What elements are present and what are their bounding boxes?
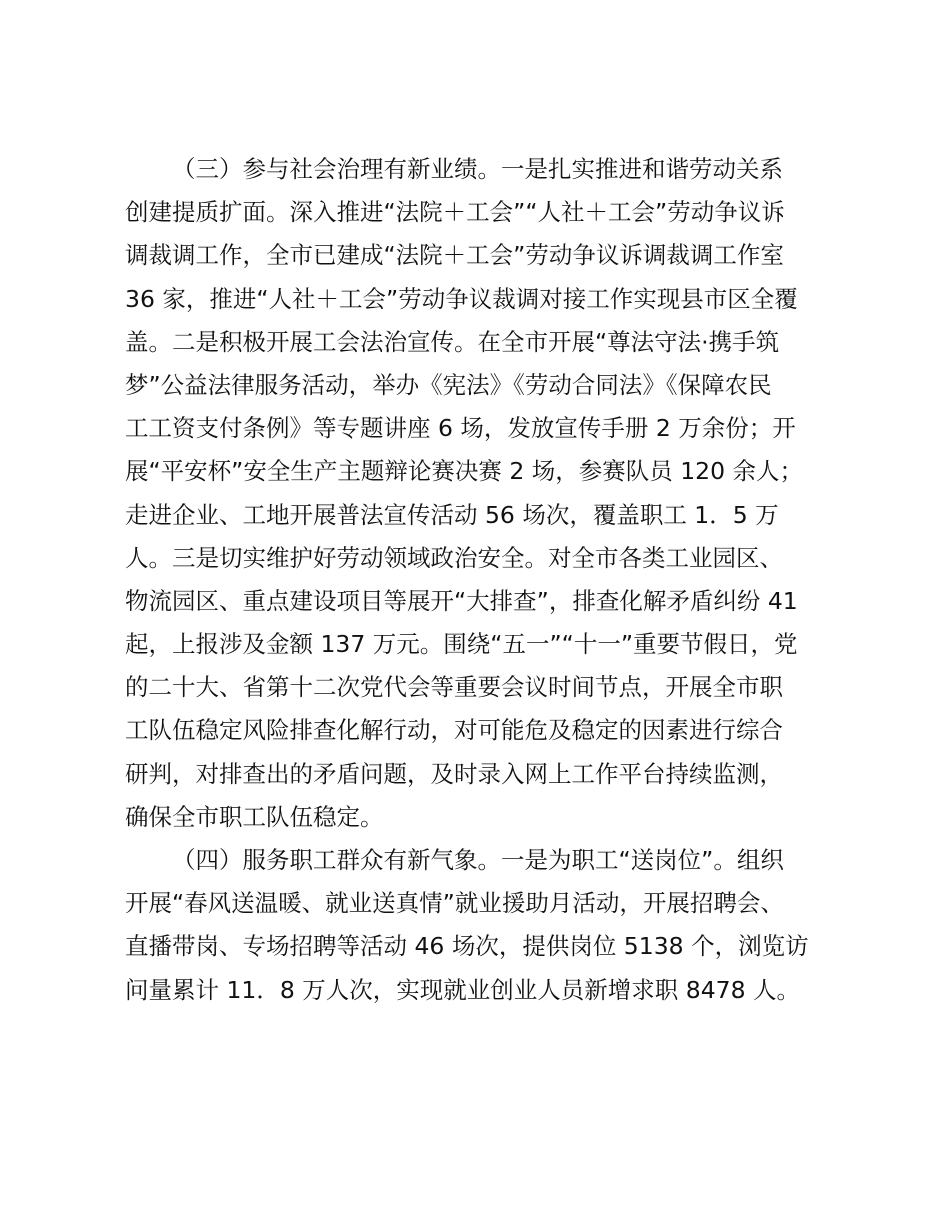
- text-line: 工工资支付条例》等专题讲座 6 场，发放宣传手册 2 万余份；开: [125, 414, 796, 443]
- text-line: 直播带岗、专场招聘等活动 46 场次，提供岗位 5138 个，浏览访: [125, 932, 809, 961]
- text-line: 物流园区、重点建设项目等展开“大排查”，排查化解矛盾纠纷 41: [125, 586, 798, 615]
- text-line: 人。三是切实维护好劳动领域政治安全。对全市各类工业园区、: [125, 543, 783, 572]
- text-line: 确保全市职工队伍稳定。: [125, 802, 384, 831]
- text-line: （四）服务职工群众有新气象。一是为职工“送岗位”。组织: [172, 846, 784, 874]
- text-line: 问量累计 11．8 万人次，实现就业创业人员新增求职 8478 人。: [125, 975, 801, 1004]
- text-line: 展“平安杯”安全生产主题辩论赛决赛 2 场，参赛队员 120 余人；: [125, 457, 804, 486]
- text-line: 创建提质扩面。深入推进“法院＋工会”“人社＋工会”劳动争议诉: [125, 198, 785, 227]
- text-line: 梦”公益法律服务活动，举办《宪法》《劳动合同法》《保障农民: [125, 370, 772, 399]
- text-line: 起，上报涉及金额 137 万元。围绕“五一”“十一”重要节假日，党: [125, 630, 798, 659]
- paragraph-social-governance: [125, 148, 835, 839]
- text-line: （三）参与社会治理有新业绩。一是扎实推进和谐劳动关系: [172, 155, 783, 183]
- text-line: 调裁调工作，全市已建成“法院＋工会”劳动争议诉调裁调工作室: [125, 241, 784, 270]
- text-line: 开展“春风送温暖、就业送真情”就业援助月活动，开展招聘会、: [125, 889, 784, 918]
- paragraph-serving-workers: [125, 839, 835, 1012]
- text-line: 工队伍稳定风险排查化解行动，对可能危及稳定的因素进行综合: [125, 716, 783, 745]
- text-line: 盖。二是积极开展工会法治宣传。在全市开展“尊法守法·携手筑: [125, 327, 780, 356]
- document-body: [125, 148, 835, 1012]
- text-line: 的二十大、省第十二次党代会等重要会议时间节点，开展全市职: [125, 673, 783, 702]
- text-line: 走进企业、工地开展普法宣传活动 56 场次，覆盖职工 1．5 万: [125, 500, 779, 529]
- text-line: 研判，对排查出的矛盾问题，及时录入网上工作平台持续监测，: [125, 759, 783, 788]
- text-line: 36 家，推进“人社＋工会”劳动争议裁调对接工作实现县市区全覆: [125, 284, 798, 313]
